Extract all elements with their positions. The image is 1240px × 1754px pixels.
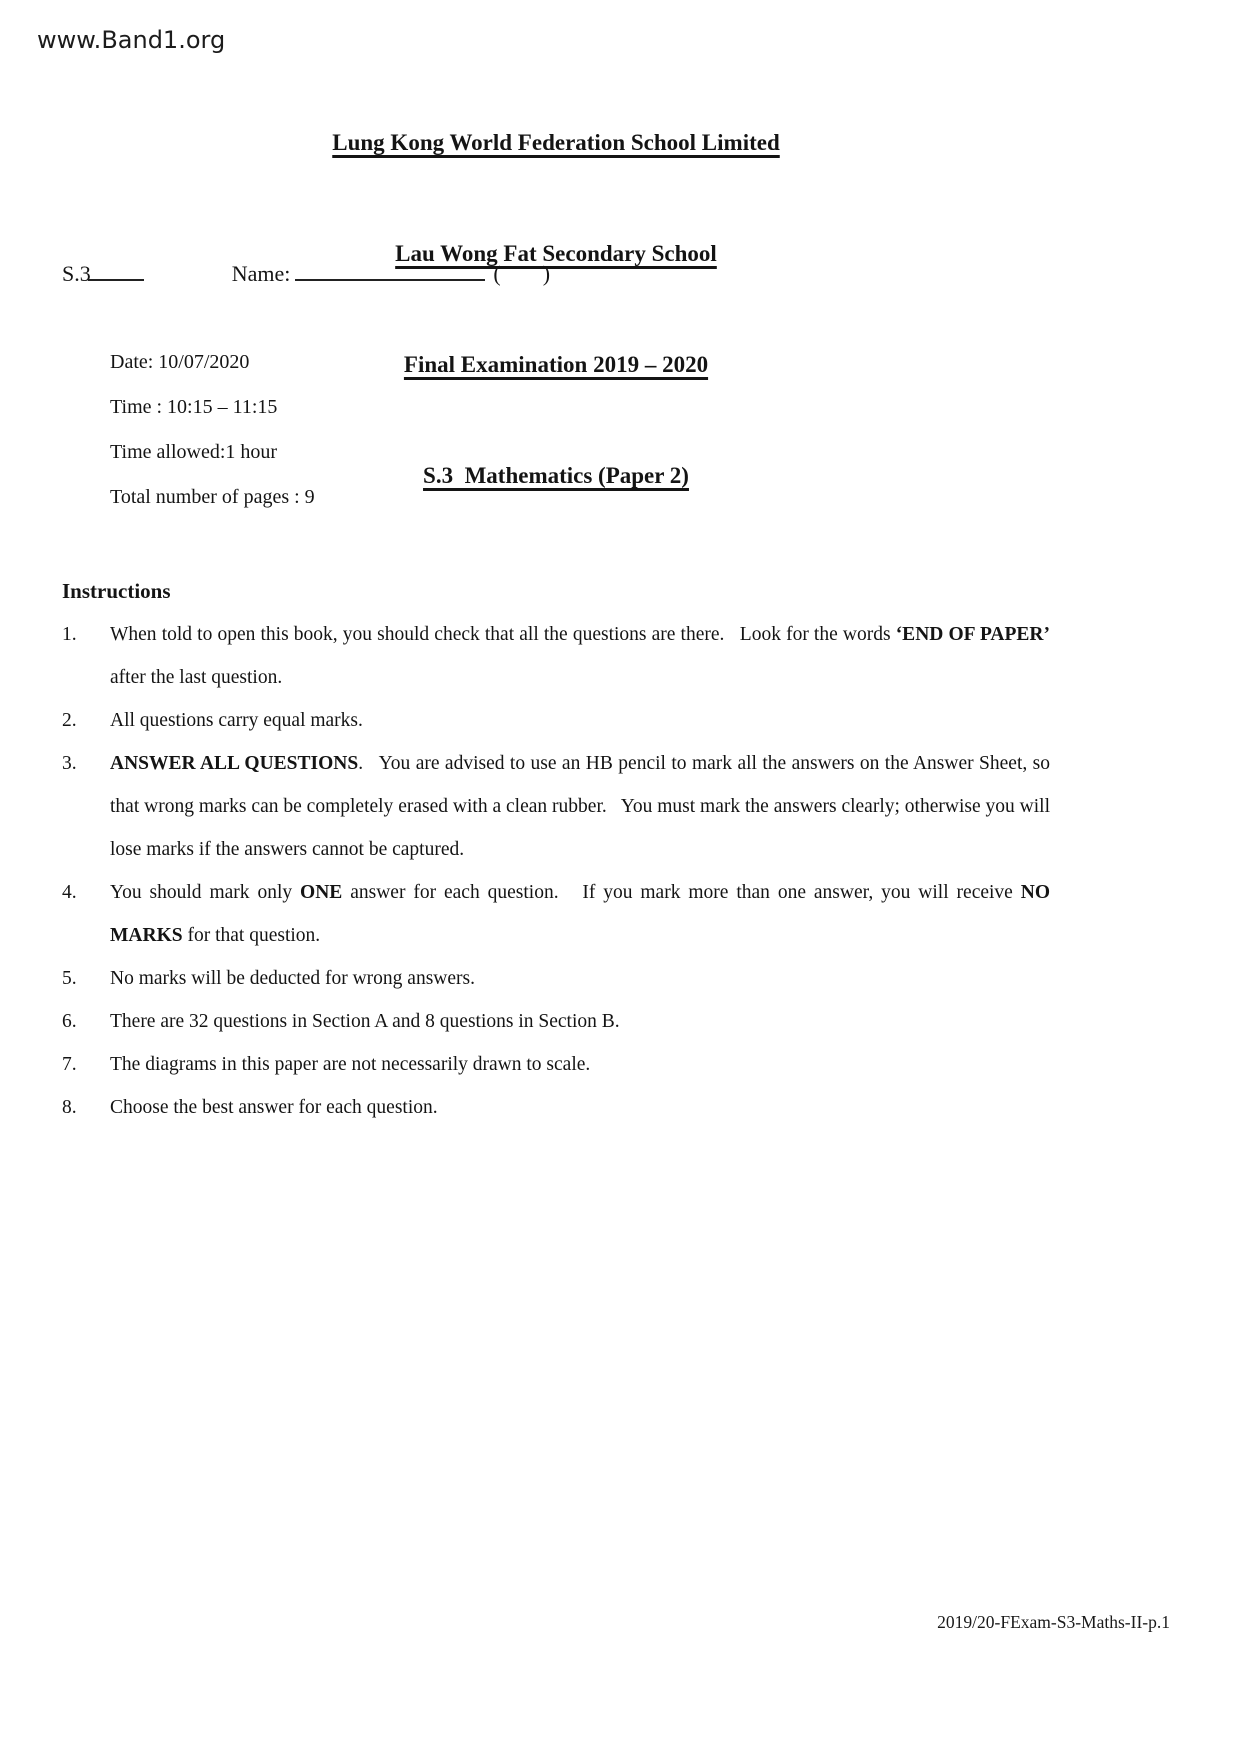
school-name-line: [62, 124, 1050, 161]
instruction-text: No marks will be deducted for wrong answers.: [110, 968, 475, 989]
instruction-item: [62, 871, 1055, 957]
instruction-text: The diagrams in this paper are not necessarily drawn to scale.: [110, 1054, 591, 1075]
instruction-item: [62, 957, 1050, 1000]
instruction-number: 7.: [62, 1054, 77, 1075]
instruction-number: 5.: [62, 968, 77, 989]
instruction-text: All questions carry equal marks.: [110, 710, 363, 731]
exam-date: Date: 10/07/2020: [110, 351, 250, 373]
student-info-line: [62, 256, 550, 287]
instruction-number: 6.: [62, 1011, 77, 1032]
instruction-item: [62, 699, 1050, 742]
name-label: Name:: [231, 261, 291, 287]
class-blank-field: [88, 256, 144, 281]
site-watermark: www.Band1.org: [37, 26, 226, 54]
instructions-heading: Instructions: [62, 579, 171, 603]
exam-time: Time : 10:15 – 11:15: [110, 396, 278, 418]
instruction-number: 2.: [62, 710, 77, 731]
instruction-item: [62, 1000, 1050, 1043]
total-pages: Total number of pages : 9: [110, 486, 315, 508]
class-number-paren-close: ): [542, 261, 551, 287]
page-footer-reference: 2019/20-FExam-S3-Maths-II-p.1: [937, 1612, 1170, 1632]
instructions-list: [62, 613, 1055, 1129]
instruction-text: You should mark only ONE answer for each question. If you mark more than one answer, you will receive NO MARKS for that question.: [110, 882, 1055, 946]
instruction-item: [62, 613, 1055, 699]
instruction-item: [62, 1043, 1050, 1086]
instruction-text: When told to open this book, you should check that all the questions are there. Look for the words ‘END OF PAPER’ after the last question.: [110, 624, 1055, 688]
time-allowed: Time allowed:1 hour: [110, 441, 278, 463]
instruction-number: 1.: [62, 624, 77, 645]
exam-title: Final Examination 2019 – 2020: [403, 352, 709, 377]
class-label: S.3: [62, 261, 91, 287]
instruction-text: Choose the best answer for each question.: [110, 1097, 438, 1118]
paper-title: S.3 Mathematics (Paper 2): [423, 463, 689, 488]
instruction-text: There are 32 questions in Section A and 8 questions in Section B.: [110, 1011, 620, 1032]
school-name: Lung Kong World Federation School Limited: [332, 130, 780, 155]
class-number-paren-open: (: [493, 261, 501, 287]
name-blank-field: [295, 256, 485, 281]
secondary-school-name: Lau Wong Fat Secondary School: [395, 241, 717, 266]
instruction-number: 4.: [62, 882, 77, 903]
instruction-text: ANSWER ALL QUESTIONS. You are advised to use an HB pencil to mark all the answers on the Answer Sheet, so that wrong marks can be completely erased with a clean rubber. You must mark the answers clearly; otherwise you will lose marks if the answers cannot be captured.: [110, 753, 1055, 860]
exam-info-block: [110, 340, 315, 520]
instruction-number: 8.: [62, 1097, 77, 1118]
instruction-item: [62, 1086, 1050, 1129]
instruction-number: 3.: [62, 753, 77, 774]
instruction-item: [62, 742, 1055, 871]
instructions-section: [62, 570, 1055, 1129]
